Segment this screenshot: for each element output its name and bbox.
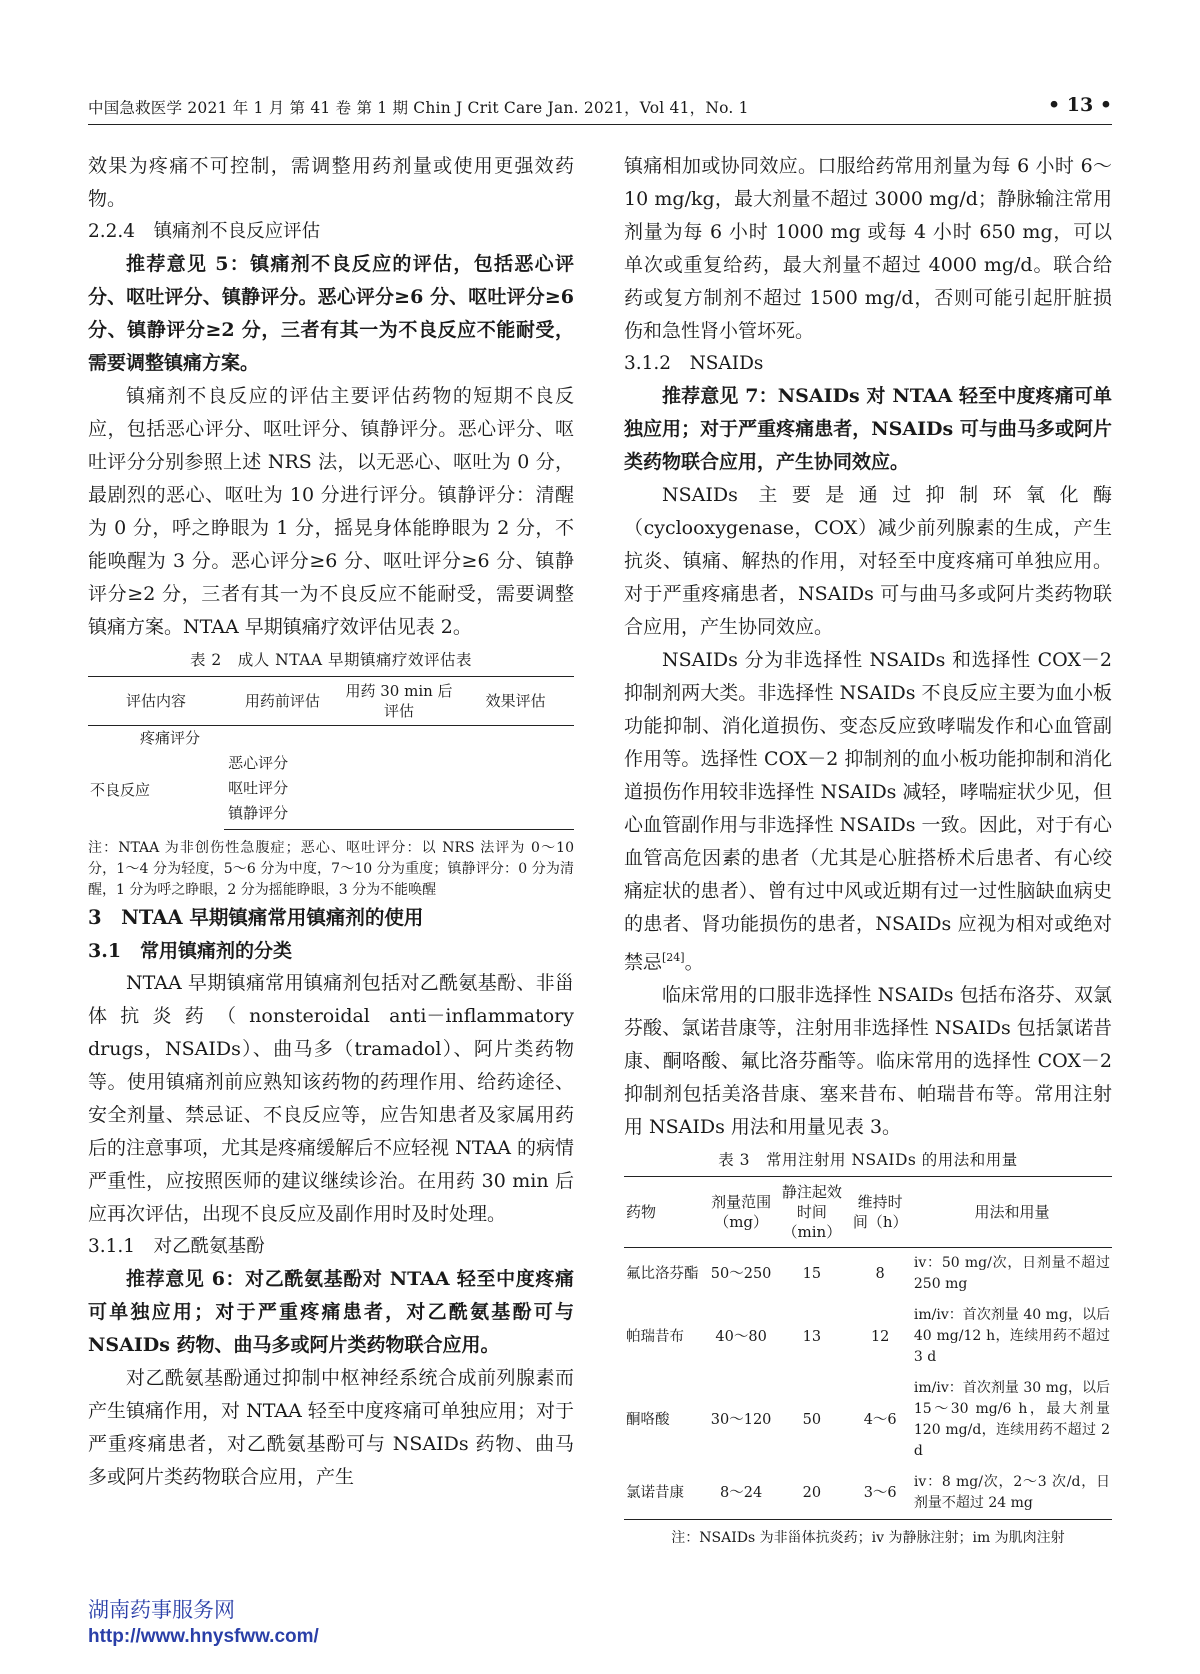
recommendation-5: 推荐意见 5：镇痛剂不良反应的评估，包括恶心评分、呕吐评分、镇静评分。恶心评分≥6 分、呕吐评分≥6 分、镇静评分≥2 分，三者有其一为不良反应不能耐受，需要调整镇痛方案。 xyxy=(88,253,574,374)
header-rule xyxy=(88,124,1112,125)
table-header: 效果评估 xyxy=(457,677,574,726)
journal-citation: 中国急救医学 2021 年 1 月 第 41 卷 第 1 期 Chin J Crit Care Jan. 2021，Vol 41，No. 1 xyxy=(88,99,749,117)
paragraph: 镇痛相加或协同效应。口服给药常用剂量为每 6 小时 6～10 mg/kg，最大剂量不超过 3000 mg/d；静脉输注常用剂量为每 6 小时 1000 mg 或每 4 小时 650 mg，可以单次或重复给药，最大剂量不超过 4000 mg/d。联合给药或复方制剂不超过 1500 mg/d，否则可能引起肝脏损伤和急性肾小管坏死。 xyxy=(624,155,1112,342)
section-heading-3-1: 3.1 常用镇痛剂的分类 xyxy=(88,940,293,962)
table-cell: im/iv：首次剂量 40 mg，以后 40 mg/12 h，连续用药不超过 3 d xyxy=(913,1307,1110,1366)
table-note: 注：NSAIDs 为非甾体抗炎药；iv 为静脉注射；im 为肌肉注射 xyxy=(671,1530,1065,1547)
paragraph-text: NSAIDs 分为非选择性 NSAIDs 和选择性 COX－2 抑制剂两大类。非选择性 NSAIDs 不良反应主要为血小板功能抑制、消化道损伤、变态反应致哮喘发作和心血管副作用等。选择性 COX－2 抑制剂的血小板功能抑制和消化道损伤作用较非选择性 NSAIDs 减轻，哮喘症状少见，但心血管副作用与非选择性 NSAIDs 一致。因此，对于有心血管高危因素的患者（尤其是心脏搭桥术后患者、有心绞痛症状的患者）、曾有过中风或近期有过一过性脑缺血病史的患者、肾功能损伤的患者，NSAIDs 应视为相对或绝对禁忌 xyxy=(624,649,1112,974)
table-header: 剂量范围（mg） xyxy=(707,1177,775,1248)
table-row xyxy=(624,1300,1112,1373)
table-cell: 40～80 xyxy=(715,1328,767,1345)
paragraph-end: 。 xyxy=(684,951,704,974)
table-cell: 不良反应 xyxy=(90,780,151,799)
recommendation-7: 推荐意见 7：NSAIDs 对 NTAA 轻至中度疼痛可单独应用；对于严重疼痛患者，NSAIDs 可与曲马多或阿片类药物联合应用，产生协同效应。 xyxy=(624,385,1112,473)
table-2 xyxy=(88,648,574,901)
table-cell: 呕吐评分 xyxy=(228,779,289,797)
section-heading-3-1-1: 3.1.1 对乙酰氨基酚 xyxy=(88,1236,265,1257)
watermark-url[interactable]: http://www.hnysfww.com/ xyxy=(88,1626,319,1647)
section-heading-3: 3 NTAA 早期镇痛常用镇痛剂的使用 xyxy=(88,906,424,929)
page-number: • 13 • xyxy=(1048,94,1112,116)
table-header: 用药 30 min 后评估 xyxy=(341,677,458,726)
citation-ref: [24] xyxy=(662,951,685,964)
table-cell: 30～120 xyxy=(710,1412,772,1429)
table-row xyxy=(624,1373,1112,1467)
table-cell: 恶心评分 xyxy=(228,754,289,772)
section-heading-3-1-2: 3.1.2 NSAIDs xyxy=(624,353,764,374)
paragraph: 镇痛剂不良反应的评估主要评估药物的短期不良反应，包括恶心评分、呕吐评分、镇静评分。恶心评分、呕吐评分分别参照上述 NRS 法，以无恶心、呕吐为 0 分，最剧烈的恶心、呕吐为 10 分进行评分。镇静评分：清醒为 0 分，呼之睁眼为 1 分，摇晃身体能睁眼为 2 分，不能唤醒为 3 分。恶心评分≥6 分、呕吐评分≥6 分、镇静评分≥2 分，三者有其一为不良反应不能耐受，需要调整镇痛方案。NTAA 早期镇痛疗效评估见表 2。 xyxy=(88,385,574,638)
table-cell: iv：8 mg/次，2～3 次/d，日剂量不超过 24 mg xyxy=(912,1467,1112,1520)
table-caption: 表 3 常用注射用 NSAIDs 的用法和用量 xyxy=(718,1151,1018,1170)
table-cell: 8～24 xyxy=(707,1467,775,1520)
running-header xyxy=(88,96,1112,122)
table-header: 维持时间（h） xyxy=(848,1177,911,1248)
table-header: 用法和用量 xyxy=(912,1177,1112,1248)
table-row xyxy=(88,726,574,752)
watermark-name: 湖南药事服务网 xyxy=(88,1599,235,1622)
table-cell: 15 xyxy=(802,1266,822,1283)
table-cell: im/iv：首次剂量 30 mg，以后 15～30 mg/6 h，最大剂量 120 mg/d，连续用药不超过 2 d xyxy=(913,1380,1110,1460)
table-header: 评估内容 xyxy=(88,677,224,726)
site-watermark xyxy=(88,1598,319,1650)
paragraph xyxy=(624,644,1112,979)
right-column xyxy=(624,150,1112,1549)
table-cell: 氯诺昔康 xyxy=(624,1467,707,1520)
table-cell: 疼痛评分 xyxy=(140,729,201,747)
table-header: 药物 xyxy=(624,1177,707,1248)
table-cell: 帕瑞昔布 xyxy=(626,1328,684,1345)
table-cell: 酮咯酸 xyxy=(626,1412,670,1429)
recommendation-6: 推荐意见 6：对乙酰氨基酚对 NTAA 轻至中度疼痛可单独应用；对于严重疼痛患者，对乙酰氨基酚可与 NSAIDs 药物、曲马多或阿片类药物联合应用。 xyxy=(88,1268,574,1356)
table-3 xyxy=(624,1148,1112,1549)
paragraph: NTAA 早期镇痛常用镇痛剂包括对乙酰氨基酚、非甾体抗炎药（nonsteroidal anti－inflammatory drugs，NSAIDs）、曲马多（tramadol）、阿片类药物等。使用镇痛剂前应熟知该药物的药理作用、给药途径、安全剂量、禁忌证、不良反应等，应告知患者及家属用药后的注意事项，尤其是疼痛缓解后不应轻视 NTAA 的病情严重性，应按照医师的建议继续诊治。在用药 30 min 后应再次评估，出现不良反应及副作用时及时处理。 xyxy=(88,972,574,1225)
paragraph: NSAIDs 主要是通过抑制环氧化酶（cyclooxygenase，COX）减少前列腺素的生成，产生抗炎、镇痛、解热的作用，对轻至中度疼痛可单独应用。对于严重疼痛患者，NSAIDs 可与曲马多或阿片类药物联合应用，产生协同效应。 xyxy=(624,484,1112,638)
table-row xyxy=(88,751,574,776)
table-cell: 13 xyxy=(802,1328,822,1345)
table-cell: 4～6 xyxy=(863,1412,897,1429)
table-cell: 12 xyxy=(870,1328,890,1345)
table-header: 静注起效时间（min） xyxy=(775,1177,848,1248)
table-cell: iv：50 mg/次，日剂量不超过 250 mg xyxy=(913,1255,1110,1293)
left-column xyxy=(88,150,574,1494)
table-cell: 20 xyxy=(775,1467,848,1520)
table-caption: 表 2 成人 NTAA 早期镇痛疗效评估表 xyxy=(189,651,473,669)
paragraph: 对乙酰氨基酚通过抑制中枢神经系统合成前列腺素而产生镇痛作用，对 NTAA 轻至中度疼痛可单独应用；对于严重疼痛患者，对乙酰氨基酚可与 NSAIDs 药物、曲马多或阿片类药物联合应用，产生 xyxy=(88,1367,574,1488)
table-cell: 50 xyxy=(802,1412,822,1429)
table-cell: 8 xyxy=(875,1266,885,1283)
paragraph: 临床常用的口服非选择性 NSAIDs 包括布洛芬、双氯芬酸、氯诺昔康等，注射用非选择性 NSAIDs 包括氯诺昔康、酮咯酸、氟比洛芬酯等。临床常用的选择性 COX－2 抑制剂包括美洛昔康、塞来昔布、帕瑞昔布等。常用注射用 NSAIDs 用法和用量见表 3。 xyxy=(624,984,1112,1139)
paragraph: 效果为疼痛不可控制，需调整用药剂量或使用更强效药物。 xyxy=(88,155,574,210)
table-row xyxy=(624,1248,1112,1301)
section-heading-2-2-4: 2.2.4 镇痛剂不良反应评估 xyxy=(88,221,321,242)
table-cell: 3～6 xyxy=(848,1467,911,1520)
table-row xyxy=(624,1467,1112,1520)
table-cell: 镇静评分 xyxy=(224,801,574,830)
table-header: 用药前评估 xyxy=(224,677,341,726)
table-cell: 50～250 xyxy=(710,1266,772,1283)
table-cell: 氟比洛芬酯 xyxy=(626,1266,699,1283)
table-note: 注：NTAA 为非创伤性急腹症；恶心、呕吐评分：以 NRS 法评为 0～10 分，1～4 分为轻度，5～6 分为中度，7～10 分为重度；镇静评分：0 分为清醒，1 分为呼之睁眼，2 分为摇能睁眼，3 分为不能唤醒 xyxy=(88,840,574,898)
